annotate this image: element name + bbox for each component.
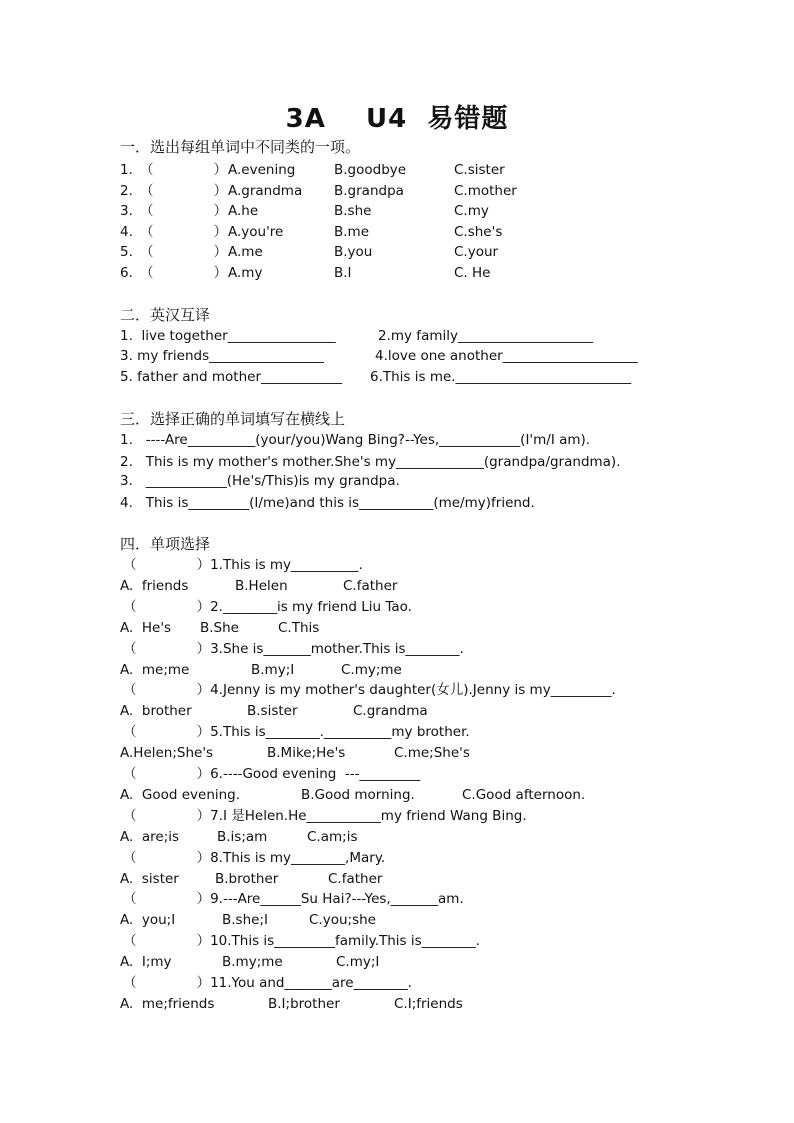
s1-item-number: 6.	[120, 265, 133, 281]
s4-question: （ ）11.You and_______are________.	[123, 975, 412, 991]
s1-option-b: B.grandpa	[334, 182, 404, 199]
s4-option: A. I;my	[120, 954, 172, 971]
s1-option-b: B.you	[334, 244, 373, 261]
s4-question: （ ）4.Jenny is my mother's daughter(女儿).Jenny is my_________.	[123, 682, 616, 699]
s4-option: C.This	[278, 619, 320, 636]
s3-item: 4. This is_________(I/me)and this is___________(me/my)friend.	[120, 495, 535, 511]
s1-item-paren: （ ）	[140, 182, 228, 199]
s3-item: 3. ____________(He's/This)is my grandpa.	[120, 473, 400, 489]
s1-option-a: A.evening	[228, 162, 296, 178]
s1-option-b: B.I	[334, 265, 352, 281]
section-4-heading: 四．单项选择	[120, 535, 211, 553]
s1-option-c: C.she's	[454, 223, 503, 240]
s1-option-b: B.me	[334, 223, 370, 240]
s4-option: C.father	[328, 870, 383, 887]
s1-item-paren: （ ）	[140, 203, 228, 220]
s4-question: （ ）9.---Are______Su Hai?---Yes,_______am.	[123, 891, 464, 908]
s4-question: （ ）8.This is my________,Mary.	[123, 849, 386, 866]
s1-item-paren: （ ）	[140, 223, 228, 240]
s4-question: （ ）6.----Good evening ---_________	[123, 766, 421, 782]
s4-option: B.my;I	[251, 661, 295, 678]
s1-item-paren: （ ）	[140, 265, 228, 281]
s1-option-b: B.she	[334, 203, 372, 220]
s2-item: 6.This is me.__________________________	[370, 369, 632, 385]
s4-option: C.I;friends	[394, 996, 463, 1012]
s3-item: 2. This is my mother's mother.She's my_____________(grandpa/grandma).	[120, 454, 621, 470]
s3-item: 1. ----Are__________(your/you)Wang Bing?--Yes,____________(I'm/I am).	[120, 432, 591, 448]
s4-question: （ ）2.________is my friend Liu Tao.	[123, 598, 412, 615]
s1-item-number: 5.	[120, 244, 133, 261]
s4-question: （ ）7.I 是Helen.He___________my friend Wang Bing.	[123, 807, 527, 824]
s1-item-paren: （ ）	[140, 162, 228, 178]
s1-option-c: C.sister	[454, 162, 505, 178]
s4-question: （ ）3.She is_______mother.This is________.	[123, 640, 464, 657]
s4-option: A. Good evening.	[120, 787, 241, 803]
s4-option: C.me;She's	[394, 745, 470, 762]
s4-option: A. are;is	[120, 828, 180, 845]
s1-option-c: C. He	[454, 265, 491, 281]
s4-question: （ ）1.This is my__________.	[123, 557, 363, 573]
s4-option: B.is;am	[217, 828, 268, 845]
s1-item-number: 2.	[120, 182, 133, 199]
s4-option: A. me;me	[120, 661, 190, 678]
s4-option: C.my;I	[336, 954, 380, 971]
s4-option: B.I;brother	[268, 996, 340, 1012]
section-1-heading: 一．选出每组单词中不同类的一项。	[120, 138, 361, 156]
s4-option: B.Mike;He's	[267, 745, 346, 762]
s4-question: （ ）10.This is_________family.This is________.	[123, 933, 480, 950]
s1-option-b: B.goodbye	[334, 162, 407, 178]
section-3-heading: 三．选择正确的单词填写在横线上	[120, 410, 346, 428]
s1-item-number: 1.	[120, 162, 133, 178]
s4-option: B.brother	[215, 870, 279, 887]
s1-item-number: 3.	[120, 203, 133, 220]
s4-option: C.grandma	[353, 703, 428, 720]
s1-option-a: A.you're	[228, 223, 284, 240]
s4-option: A. you;I	[120, 912, 176, 929]
s4-option: A. brother	[120, 703, 192, 720]
s2-item: 2.my family____________________	[378, 328, 593, 344]
s4-option: B.She	[200, 619, 239, 636]
s4-option: C.father	[343, 578, 398, 594]
s4-option: C.you;she	[309, 912, 376, 929]
s1-option-c: C.mother	[454, 182, 517, 199]
s1-option-a: A.he	[228, 203, 259, 220]
s1-option-c: C.your	[454, 244, 499, 261]
s1-option-c: C.my	[454, 203, 489, 220]
s4-question: （ ）5.This is________.__________my brother.	[123, 724, 470, 741]
s4-option: A. me;friends	[120, 996, 215, 1012]
s4-option: B.Helen	[235, 578, 288, 594]
s4-option: A. He's	[120, 619, 172, 636]
s1-option-a: A.me	[228, 244, 263, 261]
s4-option: C.am;is	[307, 828, 358, 845]
s2-item: 5. father and mother____________	[120, 369, 342, 385]
section-2-heading: 二．英汉互译	[120, 306, 211, 324]
s4-option: C.my;me	[341, 661, 402, 678]
s1-option-a: A.grandma	[228, 182, 303, 199]
s1-option-a: A.my	[228, 265, 263, 281]
s4-option: A. friends	[120, 578, 189, 594]
s1-item-paren: （ ）	[140, 244, 228, 261]
s4-option: A.Helen;She's	[120, 745, 214, 762]
s2-item: 1. live together________________	[120, 328, 336, 344]
s4-option: B.my;me	[222, 954, 283, 971]
s4-option: B.Good morning.	[301, 787, 415, 803]
s2-item: 3. my friends_________________	[120, 348, 324, 364]
s2-item: 4.love one another____________________	[375, 348, 638, 364]
s4-option: B.she;I	[222, 912, 268, 929]
s4-option: C.Good afternoon.	[462, 787, 586, 803]
page-title: 3A U4 易错题	[285, 104, 509, 134]
s1-item-number: 4.	[120, 223, 133, 240]
s4-option: B.sister	[247, 703, 298, 720]
s4-option: A. sister	[120, 870, 179, 887]
